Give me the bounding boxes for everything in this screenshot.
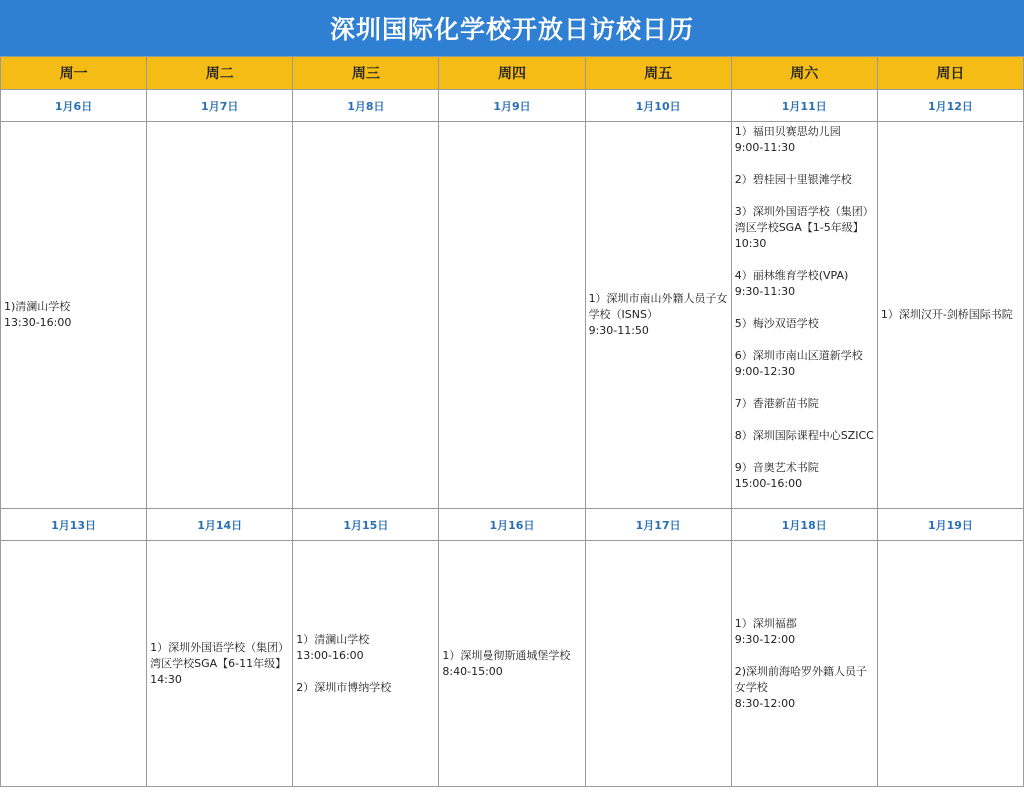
event-item: 6）深圳市南山区道新学校 9:00-12:30 bbox=[734, 349, 863, 378]
events-cell bbox=[1, 122, 147, 509]
event-item: 1）深圳曼彻斯通城堡学校 8:40-15:00 bbox=[442, 648, 571, 678]
weekday-header: 周六 bbox=[731, 57, 877, 90]
event-item: 5）梅沙双语学校 bbox=[734, 317, 819, 330]
week-1-events-row bbox=[1, 122, 1024, 509]
event-item: 2）碧桂园十里银滩学校 bbox=[734, 173, 852, 186]
weekday-header: 周二 bbox=[147, 57, 293, 90]
event-item: 1）深圳汉开-剑桥国际书院 bbox=[880, 308, 1013, 321]
weekday-header: 周四 bbox=[439, 57, 585, 90]
events-cell bbox=[293, 541, 439, 787]
events-cell bbox=[147, 541, 293, 787]
events-cell bbox=[731, 122, 877, 509]
date-cell: 1月15日 bbox=[293, 509, 439, 541]
events-cell bbox=[877, 541, 1023, 787]
calendar-grid bbox=[0, 56, 1024, 787]
events-cell bbox=[439, 541, 585, 787]
events-cell bbox=[147, 122, 293, 509]
date-cell: 1月18日 bbox=[731, 509, 877, 541]
week-2-events-row bbox=[1, 541, 1024, 787]
events-cell bbox=[439, 122, 585, 509]
event-item: 1）福田贝赛思幼儿园 9:00-11:30 bbox=[734, 125, 841, 154]
event-item: 1)清澜山学校 13:30-16:00 bbox=[4, 300, 72, 329]
event-item: 9）音奥艺术书院 15:00-16:00 bbox=[734, 461, 819, 490]
event-item: 4）丽林维育学校(VPA) 9:30-11:30 bbox=[734, 269, 849, 298]
date-cell: 1月6日 bbox=[1, 90, 147, 122]
weekday-header: 周一 bbox=[1, 57, 147, 90]
weekday-header: 周五 bbox=[585, 57, 731, 90]
date-cell: 1月9日 bbox=[439, 90, 585, 122]
events-cell bbox=[1, 541, 147, 787]
event-item: 2）深圳市博纳学校 bbox=[296, 680, 392, 694]
event-item: 1）深圳福郡 9:30-12:00 bbox=[734, 616, 797, 646]
event-item: 8）深圳国际课程中心SZICC bbox=[734, 429, 874, 442]
event-item: 7）香港新苗书院 bbox=[734, 397, 819, 410]
date-cell: 1月7日 bbox=[147, 90, 293, 122]
date-cell: 1月17日 bbox=[585, 509, 731, 541]
events-cell bbox=[293, 122, 439, 509]
event-item: 1）深圳外国语学校（集团）湾区学校SGA【6-11年级】 14:30 bbox=[150, 640, 290, 686]
event-item: 3）深圳外国语学校（集团）湾区学校SGA【1-5年级】 10:30 bbox=[734, 205, 874, 250]
weekday-header: 周日 bbox=[877, 57, 1023, 90]
date-cell: 1月8日 bbox=[293, 90, 439, 122]
week-1-date-row bbox=[1, 90, 1024, 122]
weekday-header-row bbox=[1, 57, 1024, 90]
events-cell bbox=[877, 122, 1023, 509]
date-cell: 1月14日 bbox=[147, 509, 293, 541]
events-cell bbox=[585, 541, 731, 787]
events-cell bbox=[585, 122, 731, 509]
date-cell: 1月13日 bbox=[1, 509, 147, 541]
date-cell: 1月19日 bbox=[877, 509, 1023, 541]
events-cell bbox=[731, 541, 877, 787]
date-cell: 1月12日 bbox=[877, 90, 1023, 122]
date-cell: 1月10日 bbox=[585, 90, 731, 122]
weekday-header: 周三 bbox=[293, 57, 439, 90]
week-2-date-row bbox=[1, 509, 1024, 541]
date-cell: 1月16日 bbox=[439, 509, 585, 541]
event-item: 1）深圳市南山外籍人员子女学校（ISNS） 9:30-11:50 bbox=[588, 292, 728, 337]
calendar-title: 深圳国际化学校开放日访校日历 bbox=[0, 0, 1024, 57]
date-cell: 1月11日 bbox=[731, 90, 877, 122]
event-item: 1）清澜山学校 13:00-16:00 bbox=[296, 632, 370, 662]
event-item: 2)深圳前海哈罗外籍人员子女学校 8:30-12:00 bbox=[734, 664, 867, 710]
